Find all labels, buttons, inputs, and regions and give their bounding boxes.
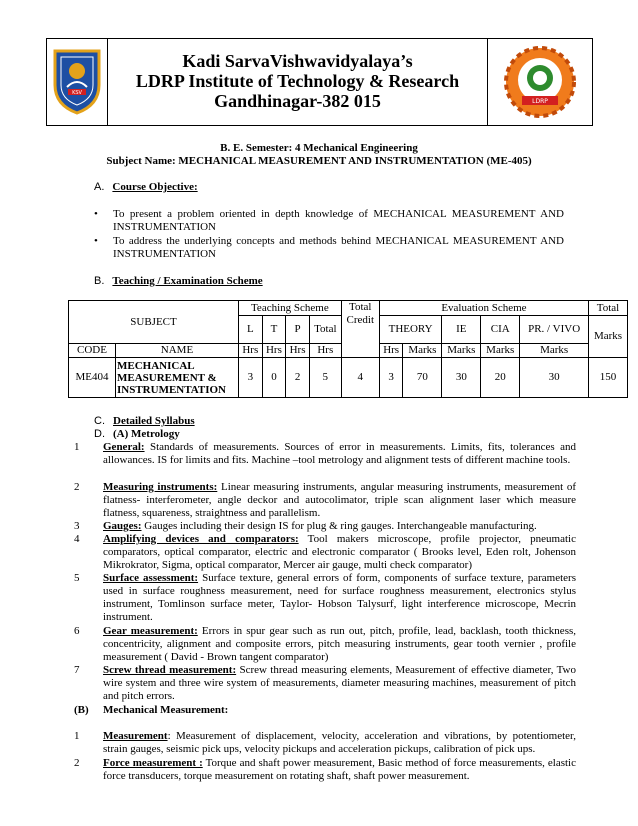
section-a-title: Course Objective:: [112, 181, 198, 193]
total-header: Total: [589, 301, 628, 316]
svg-text:LDRP: LDRP: [532, 98, 548, 105]
syllabus-item-1: 1 General: Standards of measurements. Sources of error in measurements. Limits, fits, tolerances and allowances. IS for limits and fits. Machine –tool metrology and alignment tests of different machine tools.: [74, 441, 576, 466]
section-a-heading: A. Course Objective:: [94, 181, 198, 193]
syllabus-item-5: 5 Surface assessment: Surface texture, general errors of form, components of surface texture, parameters used in surface roughness measurement, need for surface roughness measurement, electronics stylus instrument, Tomlinson surface meter, Taylor- Hobson Talysurf, light interference microscope, Mecrin instrument.: [74, 572, 576, 623]
syllabus-item-2: 2 Measuring instruments: Linear measuring instruments, angular measuring instruments, measurement of flatness- interferometer, angle deckor and autocolimator, triple scan alignment laser which measure flatness, squareness, straightness and parallelism.: [74, 481, 577, 519]
syllabus-item-3: 3 Gauges: Gauges including their design IS for plug & ring gauges. Interchangeable manufacturing.: [74, 520, 537, 532]
objective-bullet-1: • To present a problem oriented in depth knowledge of MECHANICAL MEASUREMENT AND INSTRUMENTATION: [94, 208, 564, 233]
ldrp-logo-icon: [502, 44, 578, 120]
section-b-heading: B. Teaching / Examination Scheme: [94, 275, 263, 287]
svg-text:KSV: KSV: [72, 90, 82, 96]
section-d-title: (A) Metrology: [113, 428, 180, 440]
institute-line-3: Gandhinagar-382 015: [214, 91, 381, 111]
mech-item-2: 2 Force measurement : Torque and shaft power measurement, Basic method of force measurements, elastic force transducers, torque measurement on rotating shaft, shaft power measurement.: [74, 757, 576, 782]
syllabus-item-6: 6 Gear measurement: Errors in spur gear such as run out, pitch, profile, lead, backlash, tooth thickness, concentricity, alignment and composite errors, pitch measuring instruments, gear tooth vernier , profile measurement ( David - Brown tangent comparator): [74, 625, 576, 663]
bullet-icon: •: [94, 208, 98, 220]
table-row: ME404 MECHANICAL MEASUREMENT & INSTRUMENTATION 3 0 2 5 4 3 70 30 20 30 150: [69, 358, 628, 398]
section-b-title: Teaching / Examination Scheme: [112, 275, 263, 287]
bullet-icon: •: [94, 235, 98, 247]
total-credit-header: Total Credit: [341, 301, 379, 358]
evaluation-scheme-header: Evaluation Scheme: [379, 301, 588, 316]
institute-title: [107, 51, 488, 111]
syllabus-item-4: 4 Amplifying devices and comparators: Tool makers microscope, profile projector, pneumatic comparators, optical comparator, electric and electronic comparator ( Brooks level, Eden rolt, Johenson Mikrokrator, Sigma, optical comparator, Mercer air gauge, multi check comparator): [74, 533, 576, 571]
institute-line-1: Kadi SarvaVishwavidyalaya’s: [182, 51, 413, 71]
subject-line: Subject Name: MECHANICAL MEASUREMENT AND INSTRUMENTATION (ME-405): [106, 155, 532, 167]
mech-item-1: 1 Measurement: Measurement of displacement, velocity, acceleration and vibrations, by potentiometer, strain gauges, seismic pick ups, velocity pickups and acceleration pickups, calibration of pick ups.: [74, 730, 576, 755]
header-logo-cell-right: [487, 39, 592, 125]
part-b-heading: (B) Mechanical Measurement:: [74, 704, 229, 716]
ksv-logo-icon: [51, 47, 103, 117]
institute-line-2: LDRP Institute of Technology & Research: [135, 71, 460, 91]
subject-header: SUBJECT: [69, 301, 239, 344]
objective-bullet-2: • To address the underlying concepts and methods behind MECHANICAL MEASUREMENT AND INSTRUMENTATION: [94, 235, 564, 260]
semester-line: B. E. Semester: 4 Mechanical Engineering: [220, 142, 418, 154]
header-box: [46, 38, 593, 126]
syllabus-item-7: 7 Screw thread measurement: Screw thread measuring elements, Measurement of effective diameter, Two wire system and three wire system of measurements, diameter measuring machines, measurement of pitch and pitch errors.: [74, 664, 576, 702]
section-c-heading: C. Detailed Syllabus: [94, 415, 195, 427]
section-c-title: Detailed Syllabus: [113, 415, 195, 427]
section-d-heading: D. (A) Metrology: [94, 428, 180, 440]
teaching-scheme-header: Teaching Scheme: [239, 301, 342, 316]
scheme-table: SUBJECT Teaching Scheme Total Credit Evaluation Scheme Total L T P Total THEORY IE CIA PR. / VIVO Marks CODE NAME Hrs Hrs Hrs Hrs Hrs Marks Marks Marks Marks ME404 MECHANICAL MEASUREMENT & INSTRUMENTATION 3 0 2 5 4 3 70 30 20 30 150: [68, 300, 628, 398]
header-logo-cell-left: [47, 39, 108, 125]
